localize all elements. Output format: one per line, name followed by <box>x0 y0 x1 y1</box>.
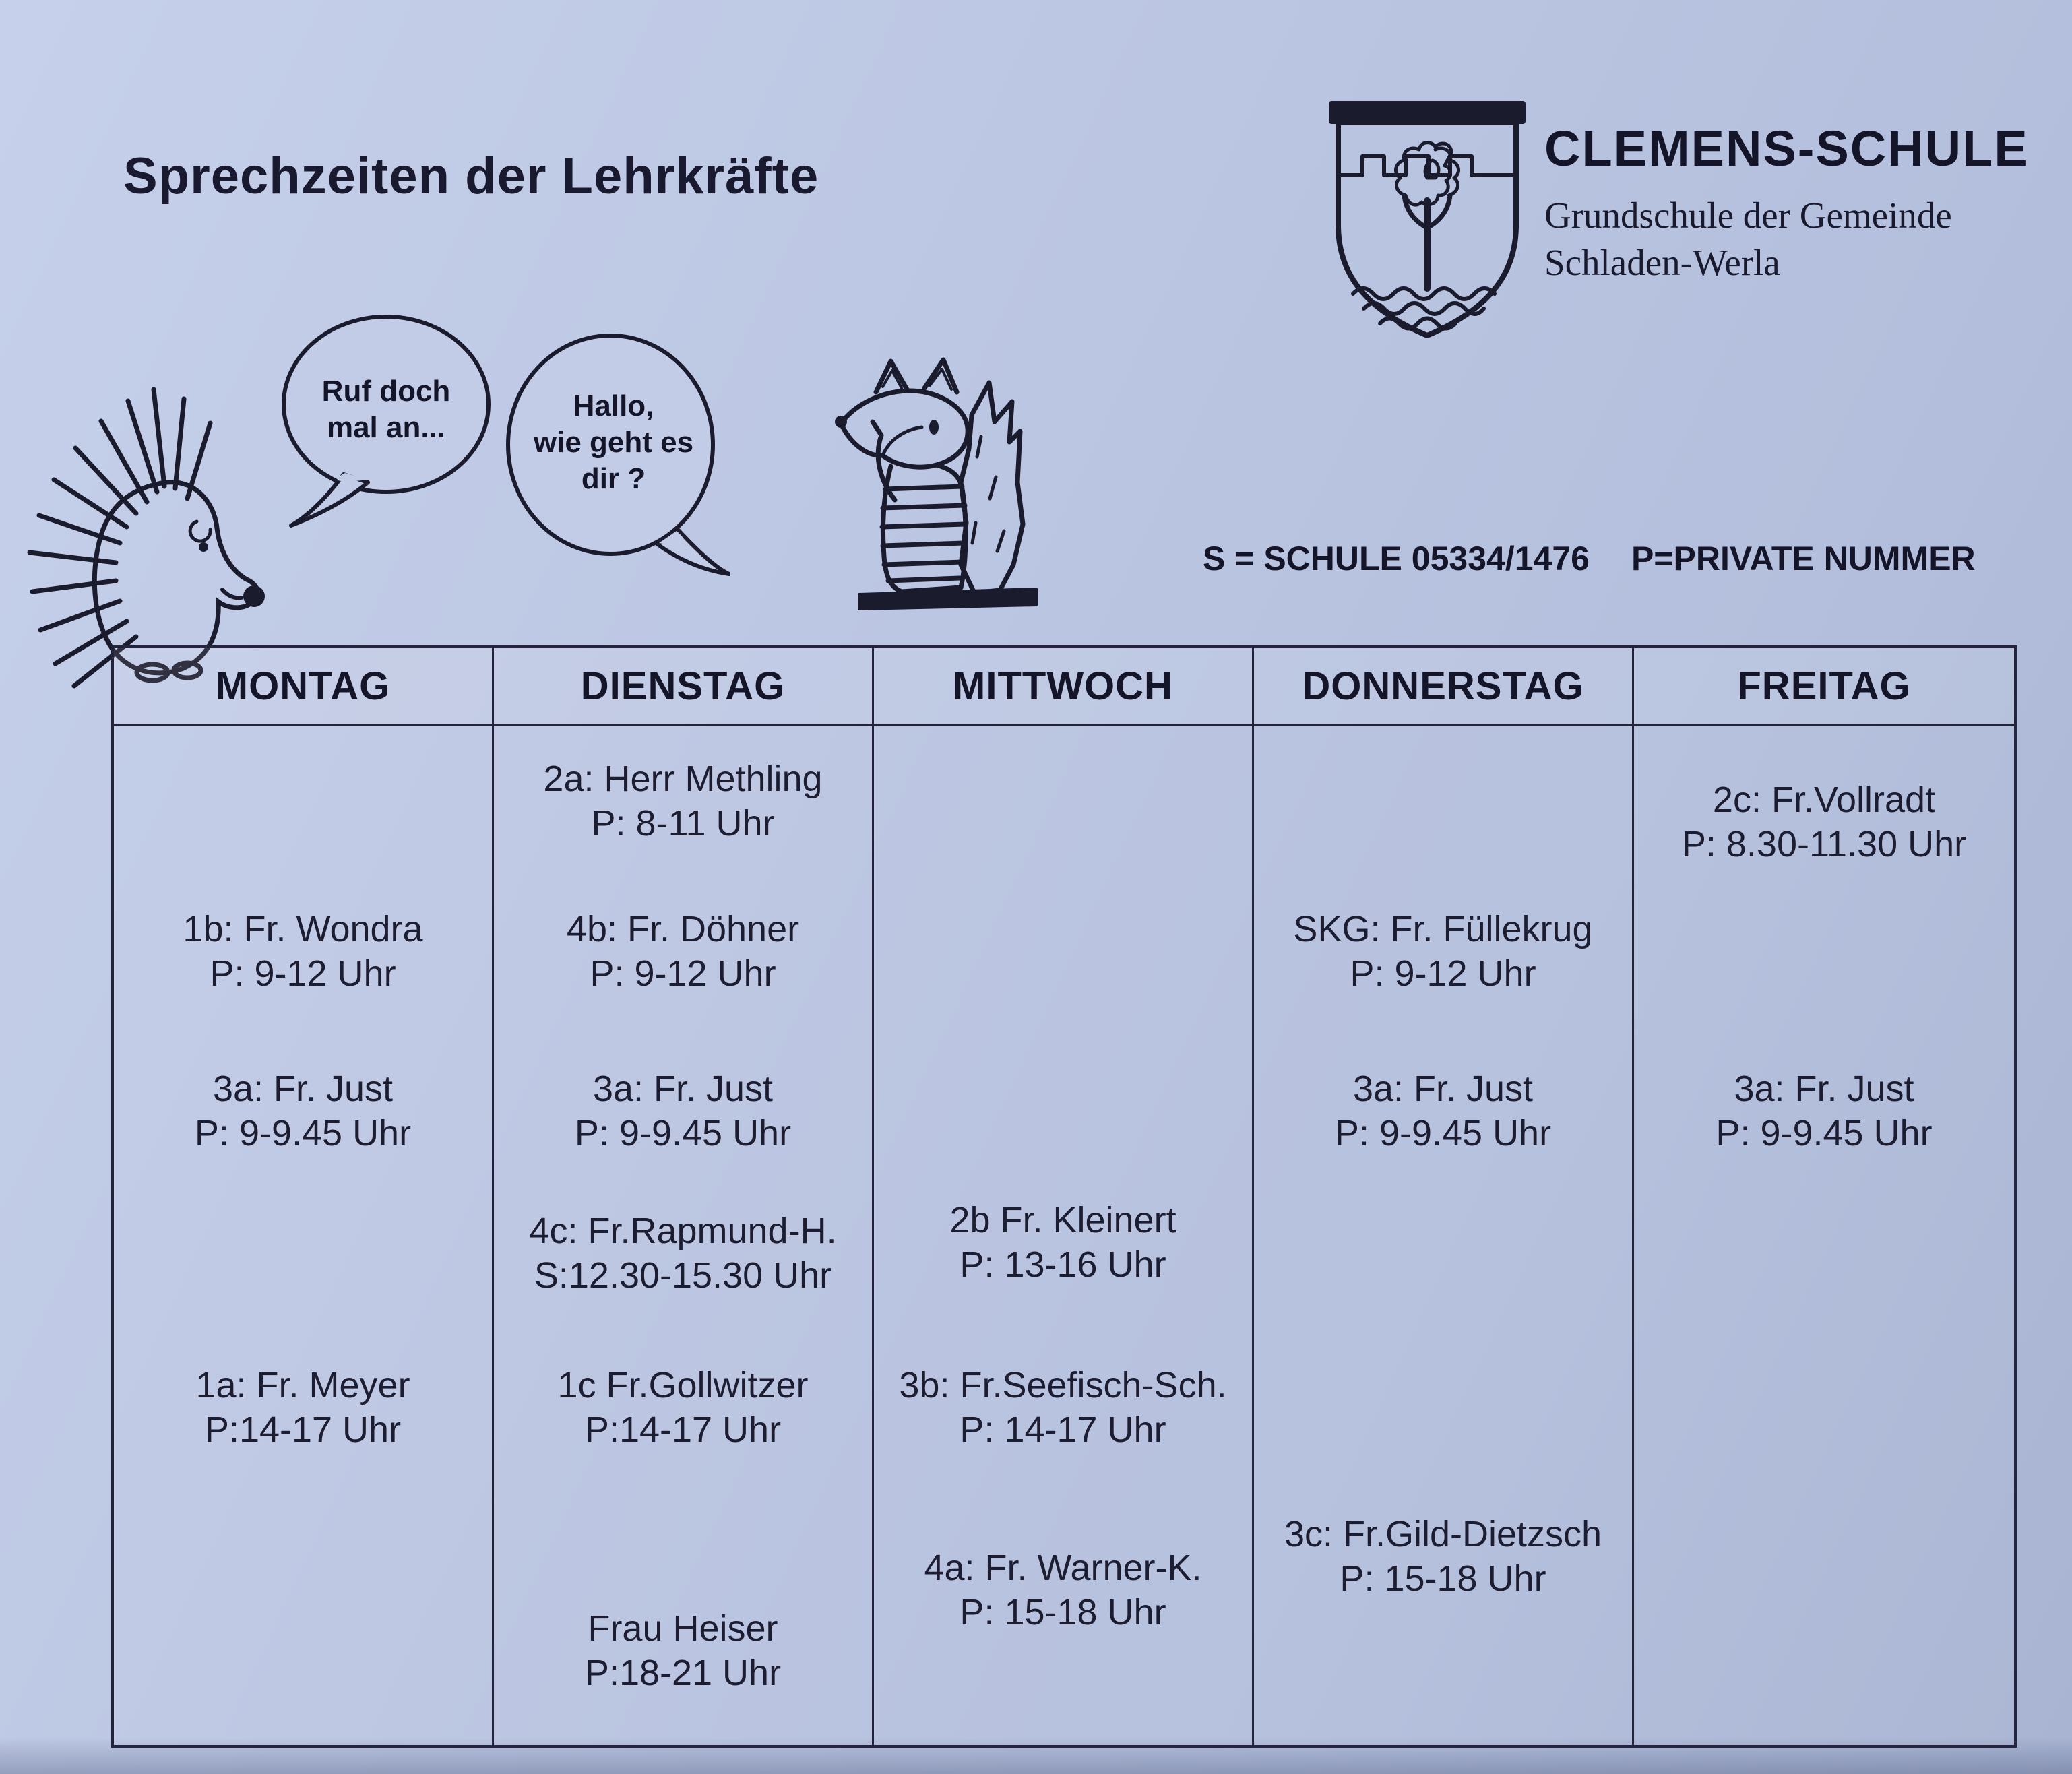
speech-bubble-text: Hallo, wie geht es dir ? <box>533 389 694 495</box>
entry-teacher: 2a: Herr Methling <box>543 759 823 799</box>
schedule-entry <box>494 757 872 846</box>
entry-teacher: 3b: Fr.Seefisch-Sch. <box>899 1365 1227 1405</box>
schedule-entry <box>1634 1067 2014 1155</box>
entry-time: P: 8-11 Uhr <box>591 803 775 844</box>
schedule-entry <box>494 1067 872 1155</box>
entry-teacher: 3a: Fr. Just <box>212 1069 394 1109</box>
entry-teacher: 1a: Fr. Meyer <box>195 1365 410 1405</box>
schedule-entry <box>874 1198 1252 1287</box>
speech-bubble-hedgehog <box>275 311 497 544</box>
entry-teacher: 1b: Fr. Wondra <box>183 909 423 949</box>
schedule-entry <box>1254 1067 1632 1155</box>
entry-time: P: 8.30-11.30 Uhr <box>1681 824 1967 864</box>
legend-school-number: S = SCHULE 05334/1476 <box>1203 540 1590 577</box>
schedule-entry <box>874 1363 1252 1452</box>
schedule-entry <box>114 907 492 996</box>
entry-teacher: 3a: Fr. Just <box>1352 1069 1534 1109</box>
entry-teacher: 2b Fr. Kleinert <box>949 1200 1176 1240</box>
day-header-montag: MONTAG <box>114 648 494 724</box>
page-title: Sprechzeiten der Lehrkräfte <box>123 148 819 205</box>
entry-time: P: 15-18 Uhr <box>960 1592 1166 1633</box>
schedule-table <box>111 645 2017 1748</box>
schedule-entry <box>114 1067 492 1155</box>
entry-teacher: 4a: Fr. Warner-K. <box>924 1548 1202 1588</box>
schedule-entry <box>1634 778 2014 866</box>
entry-teacher: SKG: Fr. Füllekrug <box>1293 909 1593 949</box>
entry-time: P:14-17 Uhr <box>204 1409 402 1450</box>
entry-time: P:14-17 Uhr <box>584 1409 782 1450</box>
schedule-entry <box>494 1363 872 1452</box>
entry-teacher: 4c: Fr.Rapmund-H. <box>529 1211 837 1251</box>
entry-time: P: 9-12 Uhr <box>1350 953 1536 994</box>
school-name-block <box>1544 120 2057 286</box>
entry-time: P: 9-9.45 Uhr <box>1334 1113 1552 1153</box>
day-header-donnerstag: DONNERSTAG <box>1254 648 1634 724</box>
fox-illustration <box>667 350 1044 633</box>
day-column-montag <box>114 726 494 1745</box>
schedule-entry <box>494 1209 872 1298</box>
schedule-entry <box>494 1606 872 1695</box>
day-column-mittwoch <box>874 726 1254 1745</box>
entry-teacher: 4b: Fr. Döhner <box>566 909 800 949</box>
entry-time: P:18-21 Uhr <box>584 1653 782 1693</box>
schedule-entry <box>874 1546 1252 1635</box>
entry-time: P: 9-9.45 Uhr <box>1716 1113 1933 1153</box>
day-column-donnerstag <box>1254 726 1634 1745</box>
entry-teacher: 3a: Fr. Just <box>1734 1069 1914 1109</box>
entry-time: P: 13-16 Uhr <box>960 1244 1166 1285</box>
phone-legend <box>1203 539 1998 578</box>
school-crest-logo <box>1326 100 1528 342</box>
entry-time: P: 14-17 Uhr <box>960 1409 1166 1450</box>
entry-teacher: Frau Heiser <box>588 1608 778 1649</box>
entry-teacher: 3a: Fr. Just <box>592 1069 774 1109</box>
entry-teacher: 3c: Fr.Gild-Dietzsch <box>1284 1514 1602 1554</box>
entry-teacher: 1c Fr.Gollwitzer <box>557 1365 809 1405</box>
entry-time: P: 9-9.45 Uhr <box>574 1113 792 1153</box>
speech-bubble-text: Ruf doch mal an... <box>321 375 451 444</box>
entry-time: P: 9-12 Uhr <box>210 953 396 994</box>
school-subtitle: Grundschule der Gemeinde Schladen-Werla <box>1544 195 1952 283</box>
schedule-entry <box>1254 907 1632 996</box>
entry-time: P: 9-12 Uhr <box>590 953 776 994</box>
schedule-entry <box>114 1363 492 1452</box>
day-column-dienstag <box>494 726 874 1745</box>
schedule-entry <box>1254 1512 1632 1601</box>
schedule-entry <box>494 907 872 996</box>
school-name: CLEMENS-SCHULE <box>1544 121 2029 177</box>
day-header-mittwoch: MITTWOCH <box>874 648 1254 724</box>
entry-time: P: 9-9.45 Uhr <box>194 1113 412 1153</box>
day-header-dienstag: DIENSTAG <box>494 648 874 724</box>
entry-time: S:12.30-15.30 Uhr <box>534 1255 832 1296</box>
day-header-freitag: FREITAG <box>1737 664 1911 708</box>
entry-teacher: 2c: Fr.Vollradt <box>1712 780 1936 820</box>
day-column-freitag <box>1634 726 2014 1745</box>
entry-time: P: 15-18 Uhr <box>1340 1558 1546 1599</box>
schedule-body <box>114 726 2014 1745</box>
legend-private-number: P=PRIVATE NUMMER <box>1631 540 1976 577</box>
schedule-header-row <box>114 648 2014 726</box>
